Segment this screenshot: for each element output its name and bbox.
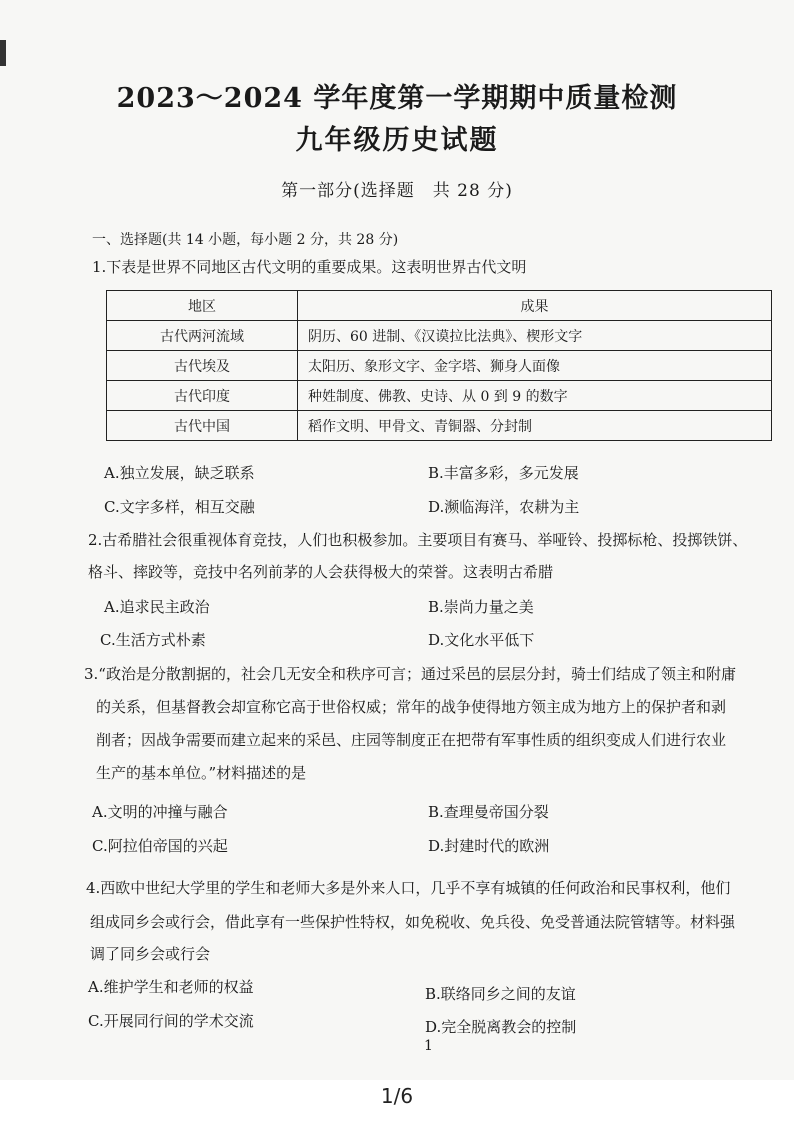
table-row [107, 381, 772, 411]
table-header: 地区 [107, 291, 298, 321]
q1-option-b[interactable]: B.丰富多彩，多元发展 [428, 464, 579, 482]
exam-subtitle: 九年级历史试题 [295, 125, 499, 156]
q4-option-c[interactable]: C.开展同行间的学术交流 [88, 1012, 254, 1030]
table-cell: 古代印度 [107, 381, 298, 411]
q3-option-d[interactable]: D.封建时代的欧洲 [428, 837, 550, 855]
q1-option-d[interactable]: D.濒临海洋，农耕为主 [428, 498, 580, 516]
binding-mark [0, 40, 6, 66]
printed-page-number: 1 [424, 1038, 433, 1054]
q3-option-a[interactable]: A.文明的冲撞与融合 [92, 803, 228, 821]
q2-option-a[interactable]: A.追求民主政治 [104, 598, 210, 616]
question-2-line: 2.古希腊社会很重视体育竞技，人们也积极参加。主要项目有赛马、举哑铃、投掷标枪、投掷铁饼、 [88, 531, 748, 549]
question-3-line: 削者；因战争需要而建立起来的采邑、庄园等制度正在把带有军事性质的组织变成人们进行农业 [96, 731, 727, 749]
table-header-row [107, 291, 772, 321]
question-3-line: 3.“政治是分散割据的，社会几无安全和秩序可言；通过采邑的层层分封，骑士们结成了领主和附庸 [84, 665, 736, 683]
question-4-line: 4.西欧中世纪大学里的学生和老师大多是外来人口，几乎不享有城镇的任何政治和民事权利，他们 [86, 879, 731, 897]
table-cell: 稻作文明、甲骨文、青铜器、分封制 [298, 411, 772, 441]
table-cell: 种姓制度、佛教、史诗、从 0 到 9 的数字 [298, 381, 772, 411]
question-3-line: 生产的基本单位。”材料描述的是 [96, 764, 307, 782]
table-cell: 古代两河流域 [107, 321, 298, 351]
table-row [107, 351, 772, 381]
q2-option-b[interactable]: B.崇尚力量之美 [428, 598, 534, 616]
section-heading: 一、选择题(共 14 小题，每小题 2 分，共 28 分) [92, 232, 399, 248]
q2-option-d[interactable]: D.文化水平低下 [428, 631, 535, 649]
table-cell: 古代埃及 [107, 351, 298, 381]
q4-option-d[interactable]: D.完全脱离教会的控制 [425, 1018, 577, 1036]
q3-option-b[interactable]: B.查理曼帝国分裂 [428, 803, 549, 821]
part-heading: 第一部分(选择题 共 28 分) [281, 181, 513, 201]
q4-option-b[interactable]: B.联络同乡之间的友谊 [425, 985, 576, 1003]
table-row [107, 411, 772, 441]
question-4-line: 组成同乡会或行会，借此享有一些保护性特权，如免税收、免兵役、免受普通法院管辖等。材料强 [90, 913, 736, 931]
q1-option-c[interactable]: C.文字多样，相互交融 [104, 498, 255, 516]
question-2-line: 格斗、摔跤等，竞技中名列前茅的人会获得极大的荣誉。这表明古希腊 [88, 563, 554, 581]
q3-option-c[interactable]: C.阿拉伯帝国的兴起 [92, 837, 228, 855]
page-indicator: 1/6 [380, 1084, 414, 1108]
q1-option-a[interactable]: A.独立发展，缺乏联系 [104, 464, 255, 482]
question-1-stem: 1.下表是世界不同地区古代文明的重要成果。这表明世界古代文明 [92, 258, 527, 276]
table-cell: 古代中国 [107, 411, 298, 441]
exam-title: 2023～2024 学年度第一学期期中质量检测 [116, 83, 678, 114]
civilization-table [106, 290, 772, 441]
q4-option-a[interactable]: A.维护学生和老师的权益 [88, 978, 254, 996]
table-header: 成果 [298, 291, 772, 321]
table-row [107, 321, 772, 351]
table-cell: 阴历、60 进制、《汉谟拉比法典》、楔形文字 [298, 321, 772, 351]
table-cell: 太阳历、象形文字、金字塔、狮身人面像 [298, 351, 772, 381]
question-4-line: 调了同乡会或行会 [90, 945, 211, 963]
q2-option-c[interactable]: C.生活方式朴素 [100, 631, 206, 649]
question-3-line: 的关系，但基督教会却宣称它高于世俗权威；常年的战争使得地方领主成为地方上的保护者和剥 [96, 698, 727, 716]
